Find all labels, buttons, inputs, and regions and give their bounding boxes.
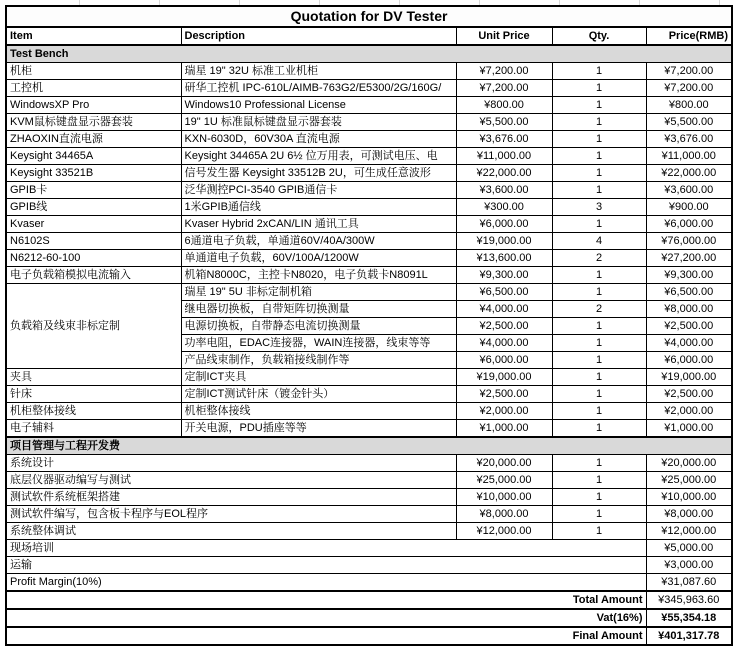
col-header-price[interactable]: Price(RMB)	[646, 27, 732, 45]
total-value-cell[interactable]: ¥345,963.60	[646, 591, 732, 609]
qty-cell[interactable]: 2	[552, 301, 646, 318]
table-row	[6, 97, 732, 114]
qty-cell[interactable]: 1	[552, 284, 646, 301]
description-cell[interactable]: 研华工控机 IPC-610L/AIMB-763G2/E5300/2G/160G/	[181, 80, 456, 97]
description-cell[interactable]: 瑞星 19" 32U 标准工业机柜	[181, 63, 456, 80]
qty-cell[interactable]: 1	[552, 472, 646, 489]
description-cell[interactable]: 功率电阻，EDAC连接器，WAIN连接器，线束等等	[181, 335, 456, 352]
unit-price-cell[interactable]: ¥20,000.00	[456, 455, 552, 472]
price-cell[interactable]: ¥3,000.00	[646, 557, 732, 574]
price-cell[interactable]: ¥7,200.00	[646, 80, 732, 97]
price-cell[interactable]: ¥6,000.00	[646, 352, 732, 369]
table-row	[6, 489, 732, 506]
col-header-qty[interactable]: Qty.	[552, 27, 646, 45]
price-cell[interactable]: ¥11,000.00	[646, 148, 732, 165]
table-row	[6, 148, 732, 165]
item-cell[interactable]: 系统整体调试	[6, 523, 456, 540]
table-row	[6, 131, 732, 148]
table-row	[6, 182, 732, 199]
description-cell[interactable]: 单通道电子负载，60V/100A/1200W	[181, 250, 456, 267]
qty-cell[interactable]: 1	[552, 165, 646, 182]
table-row	[6, 540, 732, 557]
table-row	[6, 557, 732, 574]
table-row	[6, 523, 732, 540]
qty-cell[interactable]: 1	[552, 489, 646, 506]
table-row	[6, 216, 732, 233]
price-cell[interactable]: ¥3,676.00	[646, 131, 732, 148]
column-header-row	[6, 27, 732, 45]
description-cell[interactable]: 电源切换板，自带静态电流切换测量	[181, 318, 456, 335]
qty-cell[interactable]: 1	[552, 148, 646, 165]
unit-price-cell[interactable]: ¥6,500.00	[456, 284, 552, 301]
item-cell[interactable]: KVM鼠标键盘显示器套装	[6, 114, 181, 131]
total-row	[6, 591, 732, 609]
total-row	[6, 609, 732, 627]
page-title[interactable]: Quotation for DV Tester	[6, 6, 732, 27]
price-cell[interactable]: ¥9,300.00	[646, 267, 732, 284]
qty-cell[interactable]: 1	[552, 131, 646, 148]
price-cell[interactable]: ¥76,000.00	[646, 233, 732, 250]
price-cell[interactable]: ¥6,500.00	[646, 284, 732, 301]
item-cell[interactable]: Keysight 33521B	[6, 165, 181, 182]
price-cell[interactable]: ¥31,087.60	[646, 574, 732, 592]
description-cell[interactable]: Kvaser Hybrid 2xCAN/LIN 通讯工具	[181, 216, 456, 233]
qty-cell[interactable]: 1	[552, 506, 646, 523]
price-cell[interactable]: ¥2,500.00	[646, 386, 732, 403]
unit-price-cell[interactable]: ¥12,000.00	[456, 523, 552, 540]
table-row	[6, 233, 732, 250]
total-label-cell[interactable]: Vat(16%)	[6, 609, 646, 627]
table-row	[6, 165, 732, 182]
price-cell[interactable]: ¥3,600.00	[646, 182, 732, 199]
price-cell[interactable]: ¥800.00	[646, 97, 732, 114]
unit-price-cell[interactable]: ¥2,500.00	[456, 386, 552, 403]
table-row	[6, 386, 732, 403]
title-row	[6, 6, 732, 27]
price-cell[interactable]: ¥4,000.00	[646, 335, 732, 352]
price-cell[interactable]: ¥10,000.00	[646, 489, 732, 506]
table-row	[6, 506, 732, 523]
item-cell[interactable]: GPIB卡	[6, 182, 181, 199]
description-cell[interactable]: 瑞星 19" 5U 非标定制机箱	[181, 284, 456, 301]
unit-price-cell[interactable]: ¥7,200.00	[456, 63, 552, 80]
unit-price-cell[interactable]: ¥13,600.00	[456, 250, 552, 267]
item-cell[interactable]: 现场培训	[6, 540, 646, 557]
price-cell[interactable]: ¥5,000.00	[646, 540, 732, 557]
price-cell[interactable]: ¥12,000.00	[646, 523, 732, 540]
col-header-description[interactable]: Description	[181, 27, 456, 45]
item-cell[interactable]: 测试软件编写，包含板卡程序与EOL程序	[6, 506, 456, 523]
table-row	[6, 420, 732, 438]
item-cell[interactable]: GPIB线	[6, 199, 181, 216]
unit-price-cell[interactable]: ¥4,000.00	[456, 335, 552, 352]
description-cell[interactable]: Windows10 Professional License	[181, 97, 456, 114]
table-row	[6, 267, 732, 284]
item-cell[interactable]: 电子负载箱模拟电流输入	[6, 267, 181, 284]
item-cell[interactable]: 负载箱及线束非标定制	[6, 284, 181, 369]
description-cell[interactable]: 定制ICT测试针床（镀金针头）	[181, 386, 456, 403]
unit-price-cell[interactable]: ¥4,000.00	[456, 301, 552, 318]
table-row	[6, 80, 732, 97]
unit-price-cell[interactable]: ¥25,000.00	[456, 472, 552, 489]
unit-price-cell[interactable]: ¥3,676.00	[456, 131, 552, 148]
unit-price-cell[interactable]: ¥1,000.00	[456, 420, 552, 438]
total-row	[6, 627, 732, 645]
price-cell[interactable]: ¥5,500.00	[646, 114, 732, 131]
table-row	[6, 455, 732, 472]
item-cell[interactable]: Keysight 34465A	[6, 148, 181, 165]
unit-price-cell[interactable]: ¥19,000.00	[456, 233, 552, 250]
description-cell[interactable]: 开关电源，PDU插座等等	[181, 420, 456, 438]
table-row	[6, 199, 732, 216]
qty-cell[interactable]: 1	[552, 267, 646, 284]
table-row	[6, 284, 732, 301]
unit-price-cell[interactable]: ¥9,300.00	[456, 267, 552, 284]
section-row	[6, 45, 732, 63]
qty-cell[interactable]: 2	[552, 250, 646, 267]
item-cell[interactable]: 底层仪器驱动编写与测试	[6, 472, 456, 489]
price-cell[interactable]: ¥2,500.00	[646, 318, 732, 335]
description-cell[interactable]: 定制ICT夹具	[181, 369, 456, 386]
col-header-unit-price[interactable]: Unit Price	[456, 27, 552, 45]
price-cell[interactable]: ¥900.00	[646, 199, 732, 216]
table-row	[6, 63, 732, 80]
section-row	[6, 437, 732, 455]
price-cell[interactable]: ¥8,000.00	[646, 506, 732, 523]
price-cell[interactable]: ¥25,000.00	[646, 472, 732, 489]
price-cell[interactable]: ¥19,000.00	[646, 369, 732, 386]
description-cell[interactable]: 继电器切换板，自带矩阵切换测量	[181, 301, 456, 318]
unit-price-cell[interactable]: ¥5,500.00	[456, 114, 552, 131]
qty-cell[interactable]: 1	[552, 182, 646, 199]
table-row	[6, 472, 732, 489]
unit-price-cell[interactable]: ¥800.00	[456, 97, 552, 114]
description-cell[interactable]: 产品线束制作，负载箱接线制作等	[181, 352, 456, 369]
price-cell[interactable]: ¥6,000.00	[646, 216, 732, 233]
qty-cell[interactable]: 1	[552, 97, 646, 114]
table-body	[6, 45, 732, 645]
item-cell[interactable]: 机柜	[6, 63, 181, 80]
item-cell[interactable]: 电子辅料	[6, 420, 181, 438]
table-row	[6, 114, 732, 131]
item-cell[interactable]: N6212-60-100	[6, 250, 181, 267]
item-cell[interactable]: N6102S	[6, 233, 181, 250]
qty-cell[interactable]: 1	[552, 455, 646, 472]
unit-price-cell[interactable]: ¥7,200.00	[456, 80, 552, 97]
total-value-cell[interactable]: ¥55,354.18	[646, 609, 732, 627]
item-cell[interactable]: 工控机	[6, 80, 181, 97]
price-cell[interactable]: ¥8,000.00	[646, 301, 732, 318]
item-cell[interactable]: WindowsXP Pro	[6, 97, 181, 114]
item-cell[interactable]: 夹具	[6, 369, 181, 386]
price-cell[interactable]: ¥27,200.00	[646, 250, 732, 267]
item-cell[interactable]: ZHAOXIN直流电源	[6, 131, 181, 148]
unit-price-cell[interactable]: ¥6,000.00	[456, 352, 552, 369]
price-cell[interactable]: ¥22,000.00	[646, 165, 732, 182]
table-row	[6, 369, 732, 386]
price-cell[interactable]: ¥2,000.00	[646, 403, 732, 420]
description-cell[interactable]: 信号发生器 Keysight 33512B 2U，可生成任意波形	[181, 165, 456, 182]
unit-price-cell[interactable]: ¥10,000.00	[456, 489, 552, 506]
description-cell[interactable]: 机箱N8000C，主控卡N8020，电子负载卡N8091L	[181, 267, 456, 284]
item-cell[interactable]: 运输	[6, 557, 646, 574]
description-cell[interactable]: 6通道电子负载，单通道60V/40A/300W	[181, 233, 456, 250]
unit-price-cell[interactable]: ¥3,600.00	[456, 182, 552, 199]
section-header-cell[interactable]: Test Bench	[6, 45, 732, 63]
qty-cell[interactable]: 4	[552, 233, 646, 250]
description-cell[interactable]: 泛华测控PCI-3540 GPIB通信卡	[181, 182, 456, 199]
qty-cell[interactable]: 1	[552, 403, 646, 420]
description-cell[interactable]: KXN-6030D，60V30A 直流电源	[181, 131, 456, 148]
description-cell[interactable]: 机柜整体接线	[181, 403, 456, 420]
section-header-cell[interactable]: 项目管理与工程开发费	[6, 437, 732, 455]
item-cell[interactable]: 测试软件系统框架搭建	[6, 489, 456, 506]
qty-cell[interactable]: 1	[552, 335, 646, 352]
table-row	[6, 250, 732, 267]
qty-cell[interactable]: 3	[552, 199, 646, 216]
quotation-table	[5, 5, 733, 646]
item-cell[interactable]: 机柜整体接线	[6, 403, 181, 420]
item-cell[interactable]: Profit Margin(10%)	[6, 574, 646, 592]
qty-cell[interactable]: 1	[552, 369, 646, 386]
table-row	[6, 403, 732, 420]
price-cell[interactable]: ¥1,000.00	[646, 420, 732, 438]
qty-cell[interactable]: 1	[552, 80, 646, 97]
qty-cell[interactable]: 1	[552, 420, 646, 438]
qty-cell[interactable]: 1	[552, 63, 646, 80]
total-value-cell[interactable]: ¥401,317.78	[646, 627, 732, 645]
item-cell[interactable]: 针床	[6, 386, 181, 403]
description-cell[interactable]: Keysight 34465A 2U 6½ 位万用表，可测试电压、电	[181, 148, 456, 165]
unit-price-cell[interactable]: ¥8,000.00	[456, 506, 552, 523]
qty-cell[interactable]: 1	[552, 114, 646, 131]
qty-cell[interactable]: 1	[552, 386, 646, 403]
total-label-cell[interactable]: Final Amount	[6, 627, 646, 645]
description-cell[interactable]: 1米GPIB通信线	[181, 199, 456, 216]
unit-price-cell[interactable]: ¥11,000.00	[456, 148, 552, 165]
unit-price-cell[interactable]: ¥2,000.00	[456, 403, 552, 420]
qty-cell[interactable]: 1	[552, 216, 646, 233]
unit-price-cell[interactable]: ¥22,000.00	[456, 165, 552, 182]
item-cell[interactable]: 系统设计	[6, 455, 456, 472]
total-label-cell[interactable]: Total Amount	[6, 591, 646, 609]
description-cell[interactable]: 19" 1U 标准鼠标键盘显示器套装	[181, 114, 456, 131]
qty-cell[interactable]: 1	[552, 318, 646, 335]
qty-cell[interactable]: 1	[552, 523, 646, 540]
price-cell[interactable]: ¥20,000.00	[646, 455, 732, 472]
table-row	[6, 574, 732, 592]
col-header-item[interactable]: Item	[6, 27, 181, 45]
unit-price-cell[interactable]: ¥19,000.00	[456, 369, 552, 386]
item-cell[interactable]: Kvaser	[6, 216, 181, 233]
unit-price-cell[interactable]: ¥300.00	[456, 199, 552, 216]
unit-price-cell[interactable]: ¥2,500.00	[456, 318, 552, 335]
price-cell[interactable]: ¥7,200.00	[646, 63, 732, 80]
qty-cell[interactable]: 1	[552, 352, 646, 369]
unit-price-cell[interactable]: ¥6,000.00	[456, 216, 552, 233]
